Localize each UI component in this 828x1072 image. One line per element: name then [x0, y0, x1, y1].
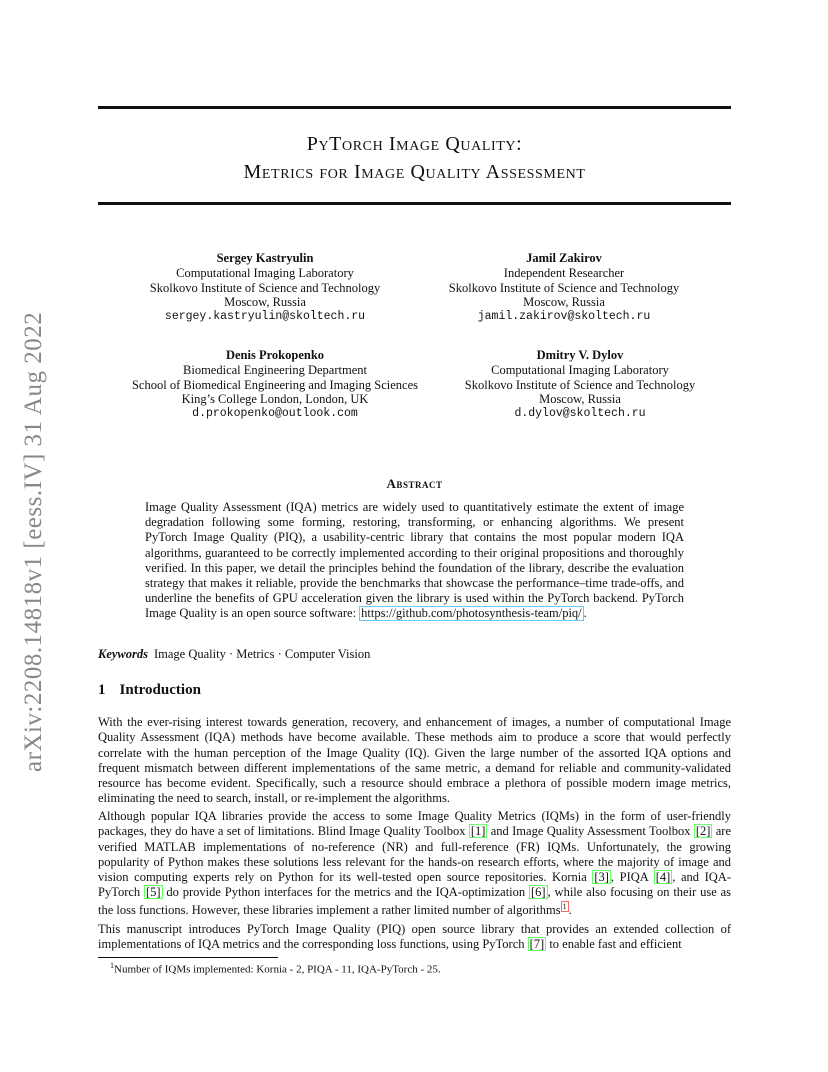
text-run: , PIQA [610, 870, 654, 885]
text-run: . [568, 902, 572, 917]
author-affiliation: Computational Imaging Laboratory [176, 265, 354, 280]
abstract-heading-text: Abstract [386, 476, 443, 491]
section-title: Introduction [119, 682, 201, 698]
author-block [415, 251, 713, 325]
title-line-2-text: Metrics for Image Quality Assessment [243, 161, 586, 183]
author-name: Jamil Zakirov [526, 251, 602, 265]
keywords-label: Keywords [98, 647, 148, 661]
title-line-1-text: PyTorch Image Quality: [306, 133, 523, 155]
text-run: , while also focusing on their use as the loss functions. However, these libraries implement a rather limited number of algorithms [98, 885, 731, 917]
abstract-heading [98, 476, 731, 492]
intro-paragraph-2 [98, 809, 731, 918]
text-run: , and IQA-PyTorch [98, 870, 731, 900]
keywords-text: Image Quality · Metrics · Computer Vision [154, 647, 371, 661]
text-run: to enable fast and efficient [546, 937, 682, 952]
citation-link[interactable]: [2] [695, 824, 711, 839]
text-run: This manuscript introduces PyTorch Image Quality (PIQ) open source library that provides an extended collection of implementations of IQA metrics and the corresponding loss functions, using PyTorch [98, 922, 731, 952]
author-name: Sergey Kastryulin [216, 251, 314, 265]
author-affiliation: Computational Imaging Laboratory [491, 362, 669, 377]
author-location: King’s College London, London, UK [181, 392, 369, 407]
keywords-line [98, 647, 370, 662]
text-run: are verified MATLAB implementations of no-reference (NR) and full-reference (FR) IQMs. Unfortunately, the growing popularity of Python makes these solutions less relevant for the hands-on research efforts, where the majority of image and vision computing experts rely on Python for its well-tested open source repositories. Kornia [98, 824, 731, 885]
intro-paragraph-3 [98, 922, 731, 953]
title-rule-bottom [98, 202, 731, 205]
section-heading [98, 682, 201, 699]
text-run: and Image Quality Assessment Toolbox [487, 824, 694, 839]
author-affiliation: Skolkovo Institute of Science and Technology [149, 280, 381, 295]
author-location: Moscow, Russia [224, 295, 306, 310]
footnote-ref-link[interactable]: 1 [562, 901, 567, 911]
paper-title-line-1 [98, 130, 731, 159]
author-affiliation: Skolkovo Institute of Science and Technology [448, 280, 680, 295]
author-block [430, 348, 730, 422]
arxiv-identifier-stamp: arXiv:2208.14818v1 [eess.IV] 31 Aug 2022 [20, 311, 47, 772]
abstract-text: Image Quality Assessment (IQA) metrics are widely used to quantitatively estimate the extent of image degradation following some forming, restoring, transforming, or enhancing algorithms. We present PyTorch Image Quality (PIQ), a usability-centric library that contains the most popular modern IQA algorithms, guaranteed to be correctly implemented according to their original propositions and thoroughly verified. In this paper, we detail the principles behind the foundation of the library, describe the evaluation strategy that makes it reliable, provide the benchmarks that showcase the performance–time trade-offs, and underline the benefits of GPU acceleration given the library is used within the PyTorch backend. PyTorch Image Quality is an open source software: [145, 500, 684, 621]
author-email: d.prokopenko@outlook.com [192, 407, 358, 421]
author-location: Moscow, Russia [539, 392, 621, 407]
title-rule-top [98, 106, 731, 109]
author-affiliation: School of Biomedical Engineering and Imaging Sciences [131, 377, 419, 392]
author-block [105, 348, 445, 422]
citation-link[interactable]: [1] [470, 824, 486, 839]
footnote-text: Number of IQMs implemented: Kornia - 2, PIQA - 11, IQA-PyTorch - 25. [114, 963, 441, 976]
author-affiliation: Skolkovo Institute of Science and Technology [464, 377, 696, 392]
paper-title-line-2 [98, 158, 731, 187]
text-run: Although popular IQA libraries provide the access to some Image Quality Metrics (IQMs) in the form of user-friendly packages, they do have a set of limitations. Blind Image Quality Toolbox [98, 809, 731, 839]
author-block [120, 251, 410, 325]
footnote-mark: 1 [110, 961, 114, 970]
citation-link[interactable]: [5] [146, 885, 161, 900]
author-email: jamil.zakirov@skoltech.ru [477, 310, 651, 324]
footnote [110, 961, 441, 976]
section-number: 1 [98, 682, 106, 698]
citation-link[interactable]: [3] [594, 870, 609, 885]
repository-link[interactable]: https://github.com/photosynthesis-team/piq/ [361, 606, 582, 621]
citation-link[interactable]: [4] [655, 870, 671, 885]
author-name: Denis Prokopenko [225, 348, 325, 362]
citation-link[interactable]: [6] [531, 885, 546, 900]
author-name: Dmitry V. Dylov [536, 348, 624, 362]
author-email: d.dylov@skoltech.ru [514, 407, 646, 421]
abstract-body [145, 500, 684, 622]
text-run: do provide Python interfaces for the metrics and the IQA-optimization [162, 885, 529, 900]
author-affiliation: Biomedical Engineering Department [183, 362, 367, 377]
author-affiliation: Independent Researcher [503, 265, 625, 280]
citation-link[interactable]: [7] [529, 937, 545, 952]
footnote-divider [98, 957, 278, 958]
author-location: Moscow, Russia [523, 295, 605, 310]
intro-paragraph-1: With the ever-rising interest towards generation, recovery, and enhancement of images, a number of computational Image Quality Assessment (IQA) methods have become available. These methods aim to produce a score that would perfectly correlate with the human perception of the Image Quality (IQ). Given the large number of the assorted IQA options and frequent mismatch between different implementations of the same metric, a demand for reliable and community-validated resource has become evident. Specifically, such a resource should embrace a plethora of possible modern image metrics, eliminating the need to search, install, or re-implement the algorithms. [98, 715, 731, 806]
abstract-end: . [583, 606, 587, 621]
author-email: sergey.kastryulin@skoltech.ru [164, 310, 366, 324]
